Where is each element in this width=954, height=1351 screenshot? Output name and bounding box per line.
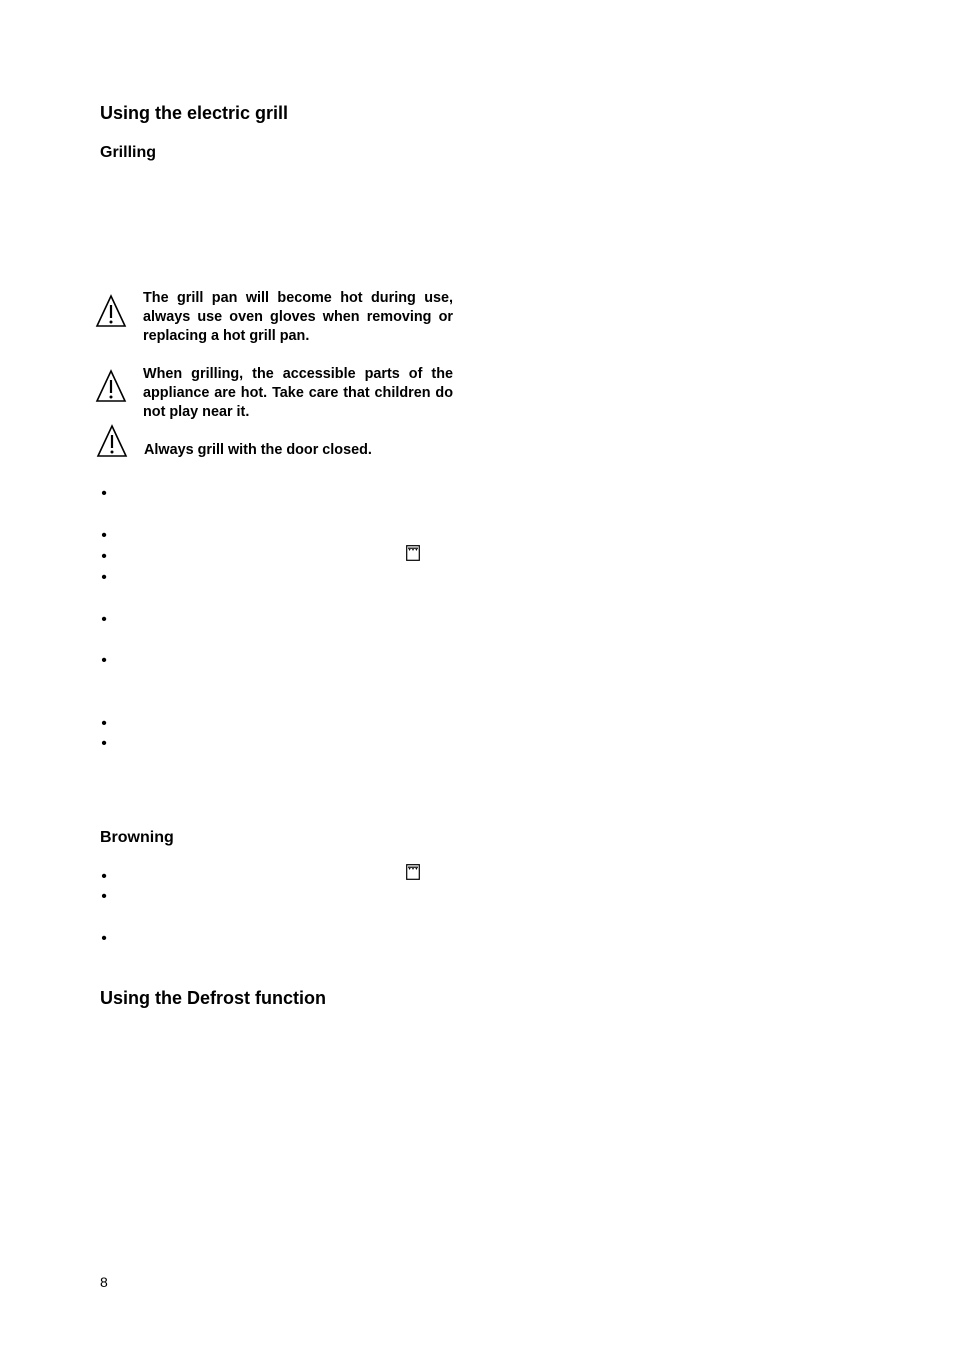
bullet-point: • [101,569,107,586]
warning-text-door-closed: Always grill with the door closed. [144,442,372,458]
warning-text-hot-grill-pan: The grill pan will become hot during use, always use oven gloves when removing or replacing a hot grill pan. [143,290,453,344]
warning-triangle-icon [95,369,127,403]
grill-function-icon [406,545,420,561]
bullet-point: • [101,735,107,752]
heading-using-defrost-function: Using the Defrost function [100,988,326,1008]
grill-function-icon [406,864,420,880]
bullet-point: • [101,485,107,502]
heading-using-electric-grill: Using the electric grill [100,103,289,123]
warning-text-accessible-parts-hot: When grilling, the accessible parts of the appliance are hot. Take care that children do not play near it. [143,366,453,420]
bullet-point: • [101,548,107,565]
heading-grilling: Grilling [100,144,156,161]
bullet-point: • [101,652,107,669]
bullet-point: • [101,930,107,947]
warning-triangle-icon [96,424,128,458]
bullet-point: • [101,888,107,905]
warning-triangle-icon [95,294,127,328]
bullet-point: • [101,715,107,732]
bullet-point: • [101,868,107,885]
bullet-point: • [101,611,107,628]
bullet-point: • [101,527,107,544]
page-number: 8 [100,1274,108,1290]
heading-browning: Browning [100,829,174,846]
